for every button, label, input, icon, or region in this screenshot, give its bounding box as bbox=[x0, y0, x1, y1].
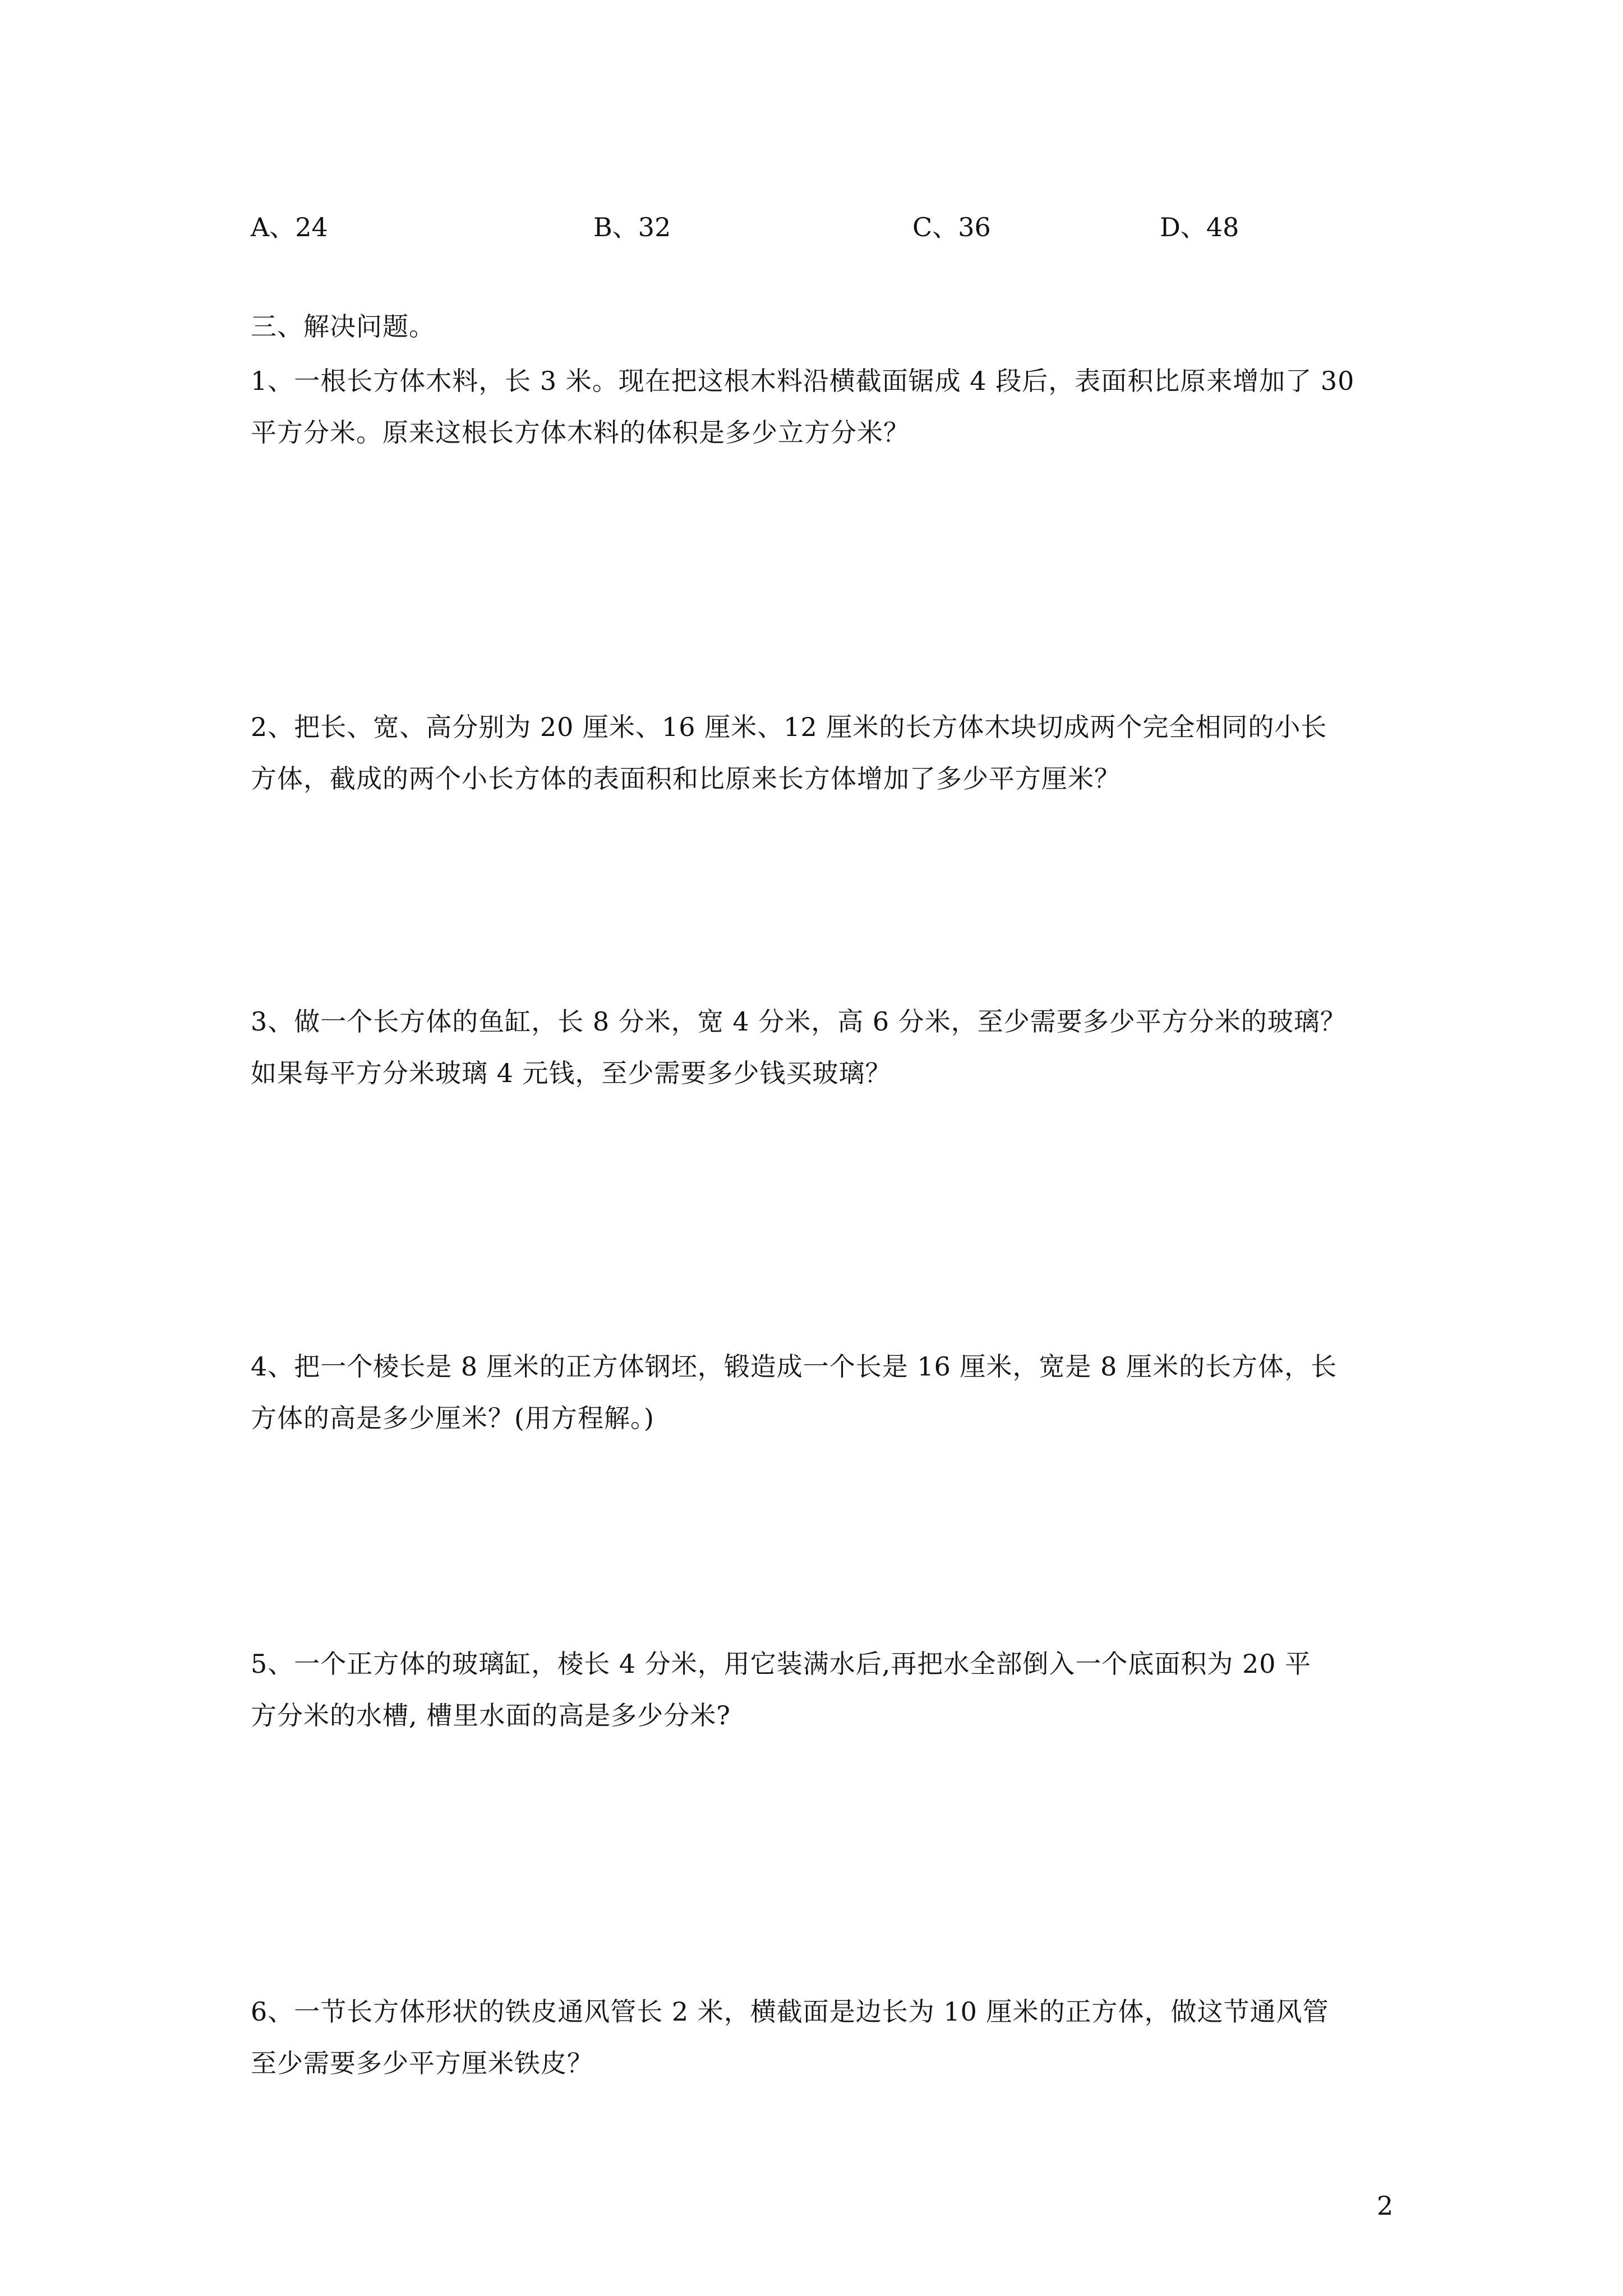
question-5-line-1: 5、一个正方体的玻璃缸，棱长 4 分米，用它装满水后,再把水全部倒入一个底面积为 20 平 bbox=[251, 1649, 1312, 1679]
question-1-line-2: 平方分米。原来这根长方体木料的体积是多少立方分米？ bbox=[251, 417, 910, 448]
option-d: D、48 bbox=[1160, 212, 1239, 242]
question-6-line-1: 6、一节长方体形状的铁皮通风管长 2 米，横截面是边长为 10 厘米的正方体，做这节通风管 bbox=[251, 1996, 1329, 2027]
question-5 bbox=[251, 1638, 1400, 1741]
question-3 bbox=[251, 996, 1400, 1099]
question-1 bbox=[251, 355, 1400, 458]
option-b: B、32 bbox=[593, 212, 671, 242]
page-number: 2 bbox=[1377, 2191, 1394, 2221]
question-3-line-1: 3、做一个长方体的鱼缸，长 8 分米，宽 4 分米，高 6 分米，至少需要多少平方分米的玻璃？ bbox=[251, 1006, 1347, 1037]
option-c: C、36 bbox=[912, 212, 991, 242]
question-4 bbox=[251, 1341, 1400, 1444]
question-3-line-2: 如果每平方分米玻璃 4 元钱，至少需要多少钱买玻璃？ bbox=[251, 1058, 892, 1088]
question-1-line-1: 1、一根长方体木料，长 3 米。现在把这根木料沿横截面锯成 4 段后，表面积比原来增加了 30 bbox=[251, 366, 1355, 396]
question-4-line-1: 4、把一个棱长是 8 厘米的正方体钢坯，锻造成一个长是 16 厘米，宽是 8 厘米的长方体，长 bbox=[251, 1351, 1338, 1382]
question-5-line-2: 方分米的水槽, 槽里水面的高是多少分米? bbox=[251, 1700, 731, 1731]
option-a: A、24 bbox=[251, 212, 328, 242]
question-2-line-1: 2、把长、宽、高分别为 20 厘米、16 厘米、12 厘米的长方体木块切成两个完全相同的小长 bbox=[251, 712, 1327, 742]
question-6-line-2: 至少需要多少平方厘米铁皮？ bbox=[251, 2048, 593, 2078]
question-4-line-2: 方体的高是多少厘米？(用方程解。) bbox=[251, 1403, 654, 1433]
question-6 bbox=[251, 1986, 1400, 2089]
question-2 bbox=[251, 701, 1400, 804]
question-2-line-2: 方体，截成的两个小长方体的表面积和比原来长方体增加了多少平方厘米？ bbox=[251, 763, 1121, 794]
section-title: 三、解决问题。 bbox=[251, 311, 435, 342]
